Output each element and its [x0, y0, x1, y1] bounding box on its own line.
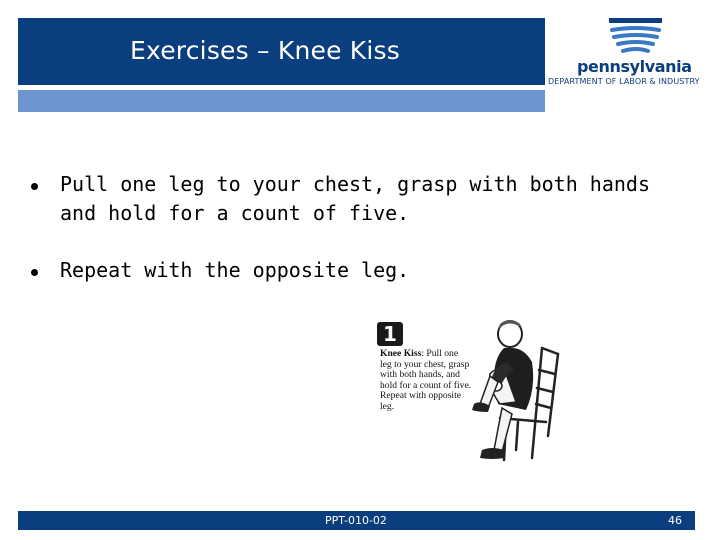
keystone-icon: [546, 14, 714, 60]
pennsylvania-logo: [546, 14, 714, 94]
bullet-text: Pull one leg to your chest, grasp with both hands and hold for a count of five.: [60, 172, 651, 225]
slide-title: Exercises – Knee Kiss: [130, 36, 400, 65]
bullet-item: [28, 170, 688, 228]
page-number: 46: [668, 514, 682, 527]
step-number: 1: [377, 322, 403, 346]
caption-body: : Pull one leg to your chest, grasp with both hands, and hold for a count of five. Repeat with opposite leg.: [380, 348, 472, 412]
seated-person-illustration: [460, 318, 570, 468]
title-underbar: [18, 90, 545, 112]
logo-department: DEPARTMENT OF LABOR & INDUSTRY: [548, 77, 700, 86]
bullet-text: Repeat with the opposite leg.: [60, 258, 410, 282]
bullet-dot-icon: [31, 183, 38, 190]
bullet-item: [28, 256, 688, 285]
caption-title: Knee Kiss: [380, 348, 422, 359]
logo-wordmark: pennsylvania: [577, 57, 692, 76]
exercise-illustration: [372, 318, 572, 468]
bullet-dot-icon: [31, 269, 38, 276]
bullet-list: [28, 170, 688, 313]
footer-document-code: PPT-010-02: [325, 514, 387, 527]
figure-caption: [380, 349, 472, 413]
